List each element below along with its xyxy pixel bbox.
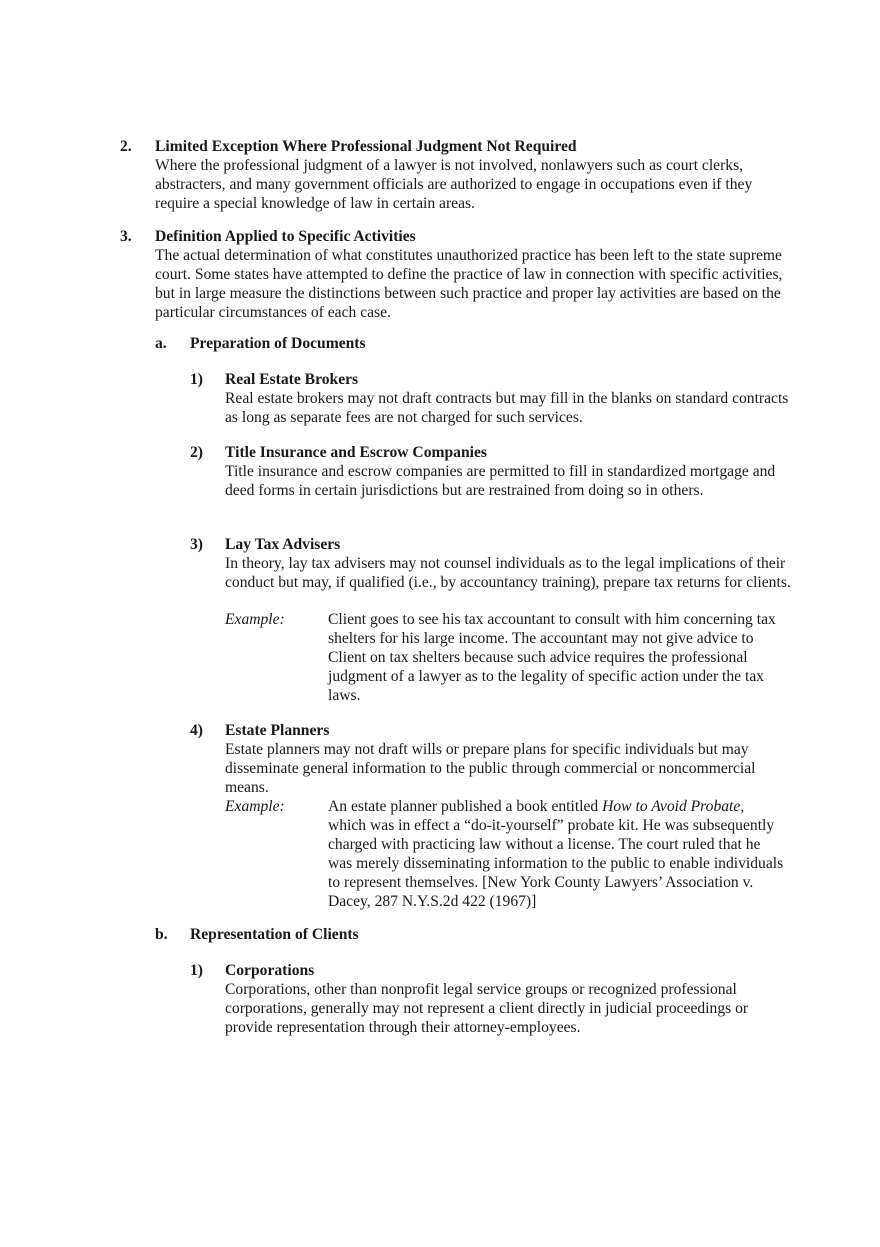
section-3-number: 3. bbox=[120, 228, 132, 245]
item-a1-number: 1) bbox=[190, 371, 203, 388]
item-a4-example-label: Example: bbox=[225, 798, 285, 815]
section-2-number: 2. bbox=[120, 138, 132, 155]
section-2-body: Where the professional judgment of a lawyer is not involved, nonlawyers such as court clerks, abstracters, and many government officials are authorized to engage in occupations even if they require a special knowledge of law in certain areas. bbox=[155, 157, 753, 212]
item-a4-book-title: How to Avoid Probate bbox=[602, 798, 741, 815]
section-3 bbox=[155, 227, 795, 322]
item-b1-body: Corporations, other than nonprofit legal service groups or recognized professional corporations, generally may not represent a client directly in judicial proceedings or provide representation through their attorney-employees. bbox=[225, 981, 749, 1036]
subsection-b-heading: Representation of Clients bbox=[190, 926, 359, 943]
item-a2-number: 2) bbox=[190, 444, 203, 461]
item-b1 bbox=[225, 961, 793, 1037]
item-a4-body: Estate planners may not draft wills or prepare plans for specific individuals but may disseminate general information to the public through commercial or noncommercial means. bbox=[225, 741, 756, 796]
item-a2-body: Title insurance and escrow companies are permitted to fill in standardized mortgage and deed forms in certain jurisdictions but are restrained from doing so in others. bbox=[225, 463, 776, 499]
item-a4 bbox=[225, 721, 793, 797]
section-3-body: The actual determination of what constitutes unauthorized practice has been left to the state supreme court. Some states have attempted to define the practice of law in connection with specific activities, but in large measure the distinctions between such practice and proper lay activities are based on the particular circumstances of each case. bbox=[155, 247, 783, 321]
item-a2 bbox=[225, 443, 793, 500]
item-a4-example-post: , which was in effect a “do-it-yourself” probate kit. He was subsequently charged with practicing law without a license. The court ruled that he was merely disseminating information to the public to enable individuals to represent themselves. [New York County Lawyers’ Association v. Dacey, 287 N.Y.S.2d 422 (1967)] bbox=[328, 798, 784, 910]
item-a4-heading: Estate Planners bbox=[225, 722, 330, 739]
item-b1-heading: Corporations bbox=[225, 962, 315, 979]
subsection-a-letter: a. bbox=[155, 335, 167, 352]
item-a2-heading: Title Insurance and Escrow Companies bbox=[225, 444, 487, 461]
item-a4-number: 4) bbox=[190, 722, 203, 739]
item-b1-number: 1) bbox=[190, 962, 203, 979]
subsection-a-heading: Preparation of Documents bbox=[190, 335, 366, 352]
item-a4-example-pre: An estate planner published a book entitled bbox=[328, 798, 603, 815]
section-2 bbox=[155, 137, 795, 213]
subsection-b-heading-block bbox=[190, 925, 790, 944]
item-a3-example-text: Client goes to see his tax accountant to consult with him concerning tax shelters for his large income. The accountant may not give advice to Client on tax shelters because such advice requires the professional judgment of a lawyer as to the legality of specific action under the tax laws. bbox=[328, 611, 776, 704]
item-a3-body: In theory, lay tax advisers may not counsel individuals as to the legal implications of their conduct but may, if qualified (i.e., by accountancy training), prepare tax returns for clients. bbox=[225, 555, 791, 591]
item-a3-number: 3) bbox=[190, 536, 203, 553]
section-3-heading: Definition Applied to Specific Activities bbox=[155, 228, 416, 245]
section-2-heading: Limited Exception Where Professional Judgment Not Required bbox=[155, 138, 577, 155]
item-a3-heading: Lay Tax Advisers bbox=[225, 536, 341, 553]
item-a1 bbox=[225, 370, 793, 427]
item-a1-body: Real estate brokers may not draft contracts but may fill in the blanks on standard contracts as long as separate fees are not charged for such services. bbox=[225, 390, 789, 426]
subsection-a-heading-block bbox=[190, 334, 790, 353]
item-a1-heading: Real Estate Brokers bbox=[225, 371, 359, 388]
item-a3-example-label: Example: bbox=[225, 611, 285, 628]
item-a4-example-text bbox=[328, 797, 786, 911]
item-a3 bbox=[225, 535, 793, 592]
subsection-b-letter: b. bbox=[155, 926, 168, 943]
